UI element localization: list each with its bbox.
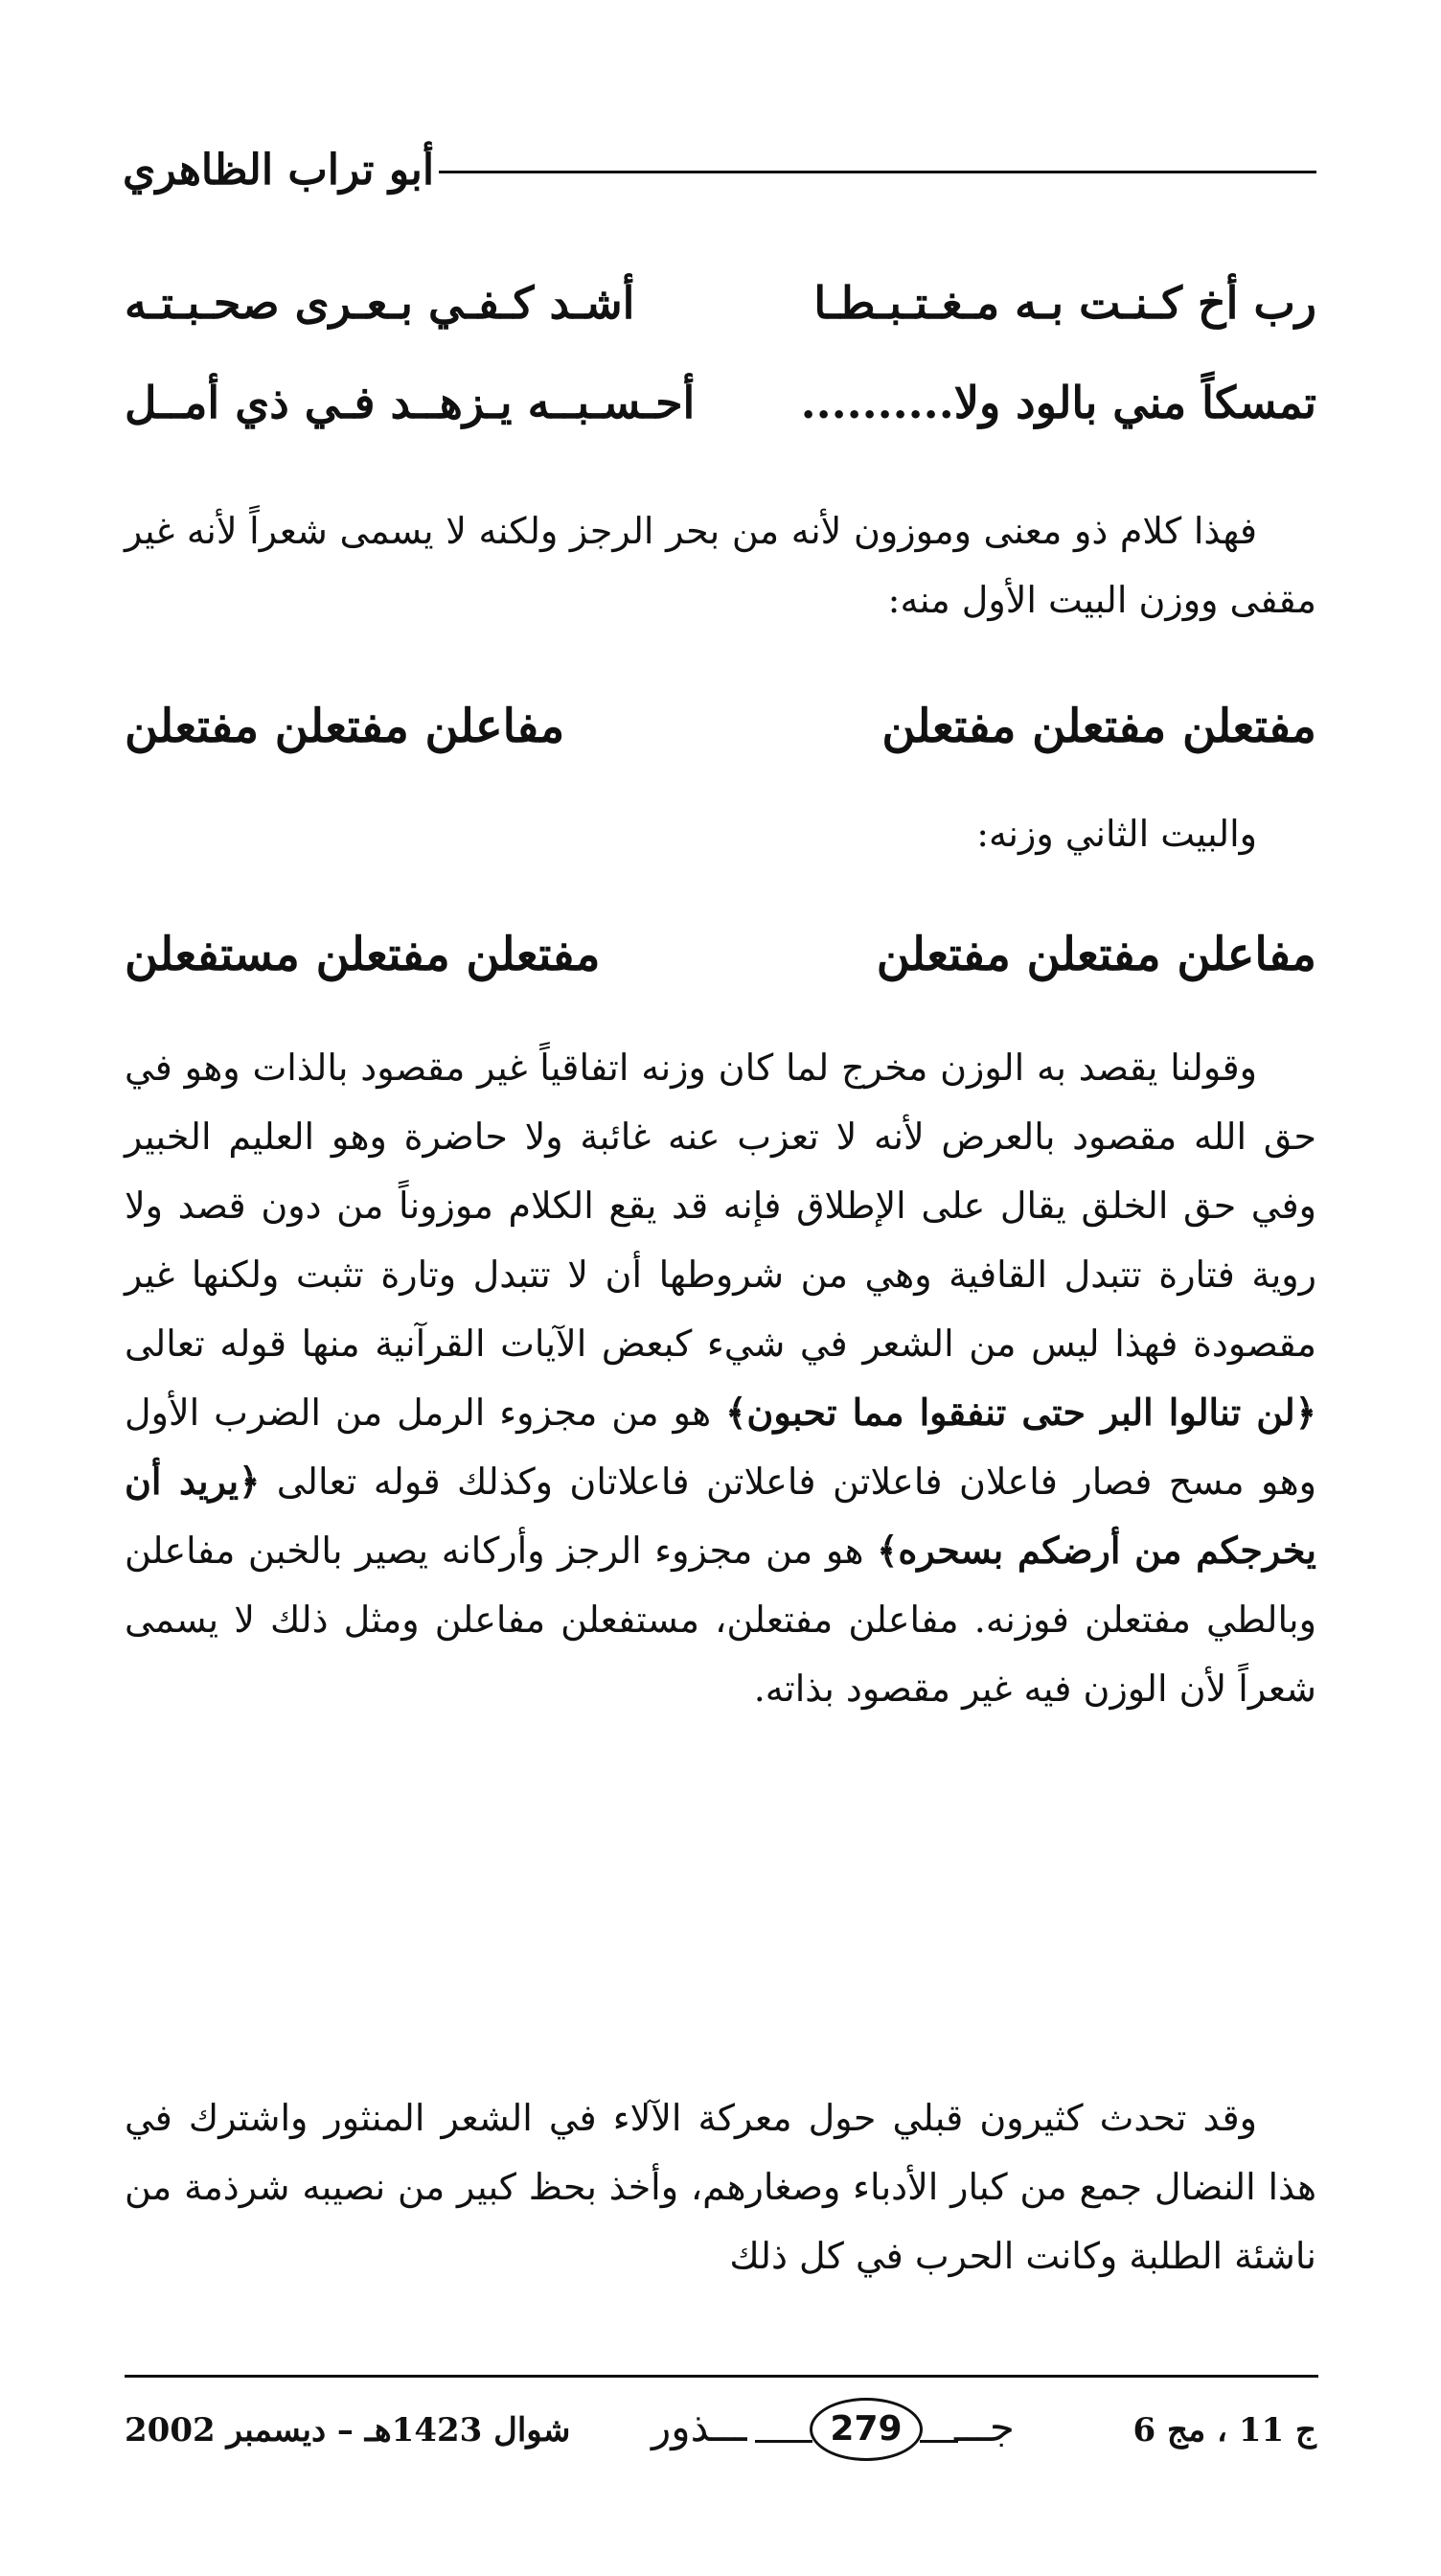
paragraph-main-text — [125, 1033, 1316, 1723]
masthead-right-rule — [920, 2440, 958, 2443]
meter-line-2 — [125, 916, 1316, 993]
meter-1-first: مفتعلن مفتعلن مفتعلن — [881, 700, 1316, 753]
footer-date: شوال 1423هـ – ديسمبر 2002 — [125, 2411, 571, 2450]
quran-quote-2: ﴿يريد أن يخرجكم من أرضكم بسحره﴾ — [125, 1460, 1316, 1572]
meter-1-second: مفاعلن مفتعلن مفتعلن — [125, 700, 565, 753]
verse-two-label — [125, 799, 1316, 868]
footer-rule — [125, 2375, 1318, 2378]
verse-line-2 — [125, 364, 1316, 441]
journal-masthead — [642, 2396, 1015, 2465]
verse-line-1 — [125, 264, 1316, 341]
paragraph-closing — [125, 2083, 1316, 2290]
paragraph-main-part-2: هو من مجزوء الرمل من الضرب الأول وهو مسح فصار فاعلان فاعلاتن فاعلاتن فاعلاتان وكذلك قوله تعالى — [125, 1392, 1317, 1503]
header-rule — [439, 171, 1316, 173]
verse-2-second-hemistich: أحـسـبــه يـزهــد فـي ذي أمــل — [125, 377, 696, 428]
footer-issue-volume: ج 11 ، مج 6 — [1132, 2411, 1316, 2450]
verse-two-label-text: والبيت الثاني وزنه: — [976, 813, 1257, 855]
page-number: 279 — [810, 2398, 923, 2461]
paragraph-main-part-3: هو من مجزوء الرجز وأركانه يصير بالخبن مفاعلن وبالطي مفتعلن فوزنه. مفاعلن مفتعلن، مستفعلن مفاعلن ومثل ذلك لا يسمى شعراً لأن الوزن فيه غير مقصود بذاته. — [125, 1530, 1316, 1710]
meter-2-first: مفاعلن مفتعلن مفتعلن — [876, 928, 1316, 981]
page-footer — [125, 2396, 1316, 2472]
masthead-left-text: ـــذور — [652, 2404, 747, 2450]
paragraph-main — [125, 1033, 1316, 1723]
meter-line-1 — [125, 688, 1316, 765]
masthead-left-rule — [755, 2440, 812, 2443]
verse-1-first-hemistich: رب أخ كـنـت بـه مـغـتـبـطـا — [813, 277, 1316, 329]
paragraph-intro-text: فهذا كلام ذو معنى وموزون لأنه من بحر الرجز ولكنه لا يسمى شعراً لأنه غير مقفى ووزن البيت الأول منه: — [125, 510, 1316, 621]
masthead-right-text: جـــ — [954, 2404, 1015, 2450]
verse-2-first-hemistich: تمسكاً مني بالود ولا.......... — [800, 377, 1316, 428]
paragraph-intro — [125, 496, 1316, 634]
paragraph-main-part-1: وقولنا يقصد به الوزن مخرج لما كان وزنه اتفاقياً غير مقصود بالذات وهو في حق الله مقصود بالعرض لأنه لا تعزب عنه غائبة ولا حاضرة وهو العليم الخبير وفي حق الخلق يقال على الإطلاق فإنه قد يقع الكلام موزوناً من دون قصد ولا روية فتارة تتبدل القافية وهي من شروطها أن لا تتبدل وتارة تثبت ولكنها غير مقصودة فهذا ليس من الشعر في شيء كبعض الآيات القرآنية منها قوله تعالى — [125, 1046, 1316, 1365]
paragraph-closing-text: وقد تحدث كثيرون قبلي حول معركة الآلاء في الشعر المنثور واشترك في هذا النضال جمع من كبار الأدباء وصغارهم، وأخذ بحظ كبير من نصيبه شرذمة من ناشئة الطلبة وكانت الحرب في كل ذلك — [125, 2097, 1316, 2277]
verse-1-second-hemistich: أشـد كـفـي بـعـرى صحـبـتـه — [125, 277, 635, 329]
quran-quote-1: ﴿لن تنالوا البر حتى تنفقوا مما تحبون﴾ — [725, 1391, 1317, 1434]
meter-2-second: مفتعلن مفتعلن مستفعلن — [125, 928, 601, 981]
running-header-author: أبو تراب الظاهري — [123, 146, 435, 195]
